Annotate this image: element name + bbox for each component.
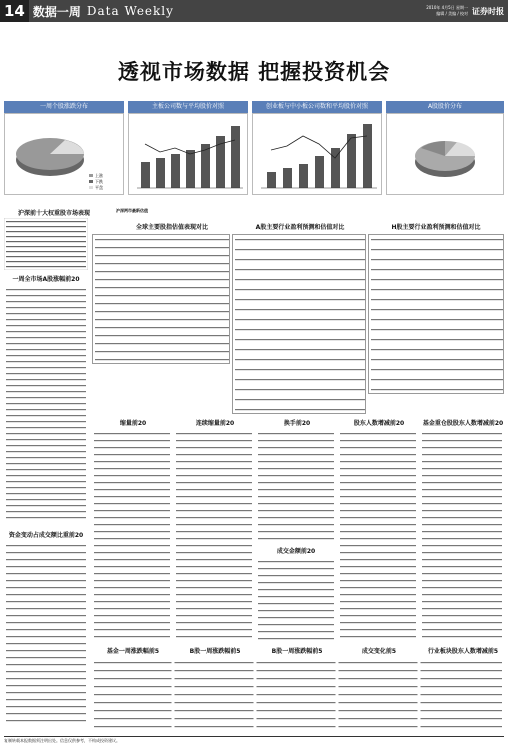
table-grid-lines (4, 218, 88, 270)
date-block (426, 5, 472, 17)
bar-gem-sme: 创业板与中小板公司数和平均股价对照 (252, 101, 382, 113)
heading-b-share-week-2: B股一周涨跌幅前5 (271, 648, 323, 655)
bar (347, 134, 356, 188)
heading-holders-change: 股东人数增减前20 (353, 420, 405, 427)
tables-bottom-row (92, 658, 504, 734)
table-text-lines (92, 430, 172, 642)
heading-shrink-top20: 缩量前20 (119, 420, 147, 427)
section-title-cn: 数据一周 (32, 4, 81, 19)
bar (267, 172, 276, 188)
table-text-lines (93, 235, 230, 364)
bar (363, 124, 372, 188)
heading-fund-week: 基金一周涨跌幅前5 (106, 648, 160, 655)
heading-capital-flow: 资金变动占成交额比重前20 (8, 532, 84, 539)
bar (186, 150, 195, 188)
heading-amount-top20: 成交金额前20 (276, 548, 316, 555)
table-text-lines (4, 286, 88, 526)
editor-line: 编辑 / 美编 / 校对 (436, 11, 468, 16)
section-title-en: Data Weekly (86, 4, 174, 18)
heading-top10-weights: 沪深前十大权重股市场表现 (17, 210, 90, 217)
table-text-lines (369, 235, 504, 394)
panel-pie-rise-fall (4, 113, 124, 195)
footer-rule (4, 736, 504, 737)
page-headline: 透视市场数据 把握投资机会 (117, 60, 391, 84)
table-text-lines (233, 235, 366, 414)
table-fund-holders (420, 430, 504, 642)
table-a-share-profit (232, 234, 366, 414)
table-turnover (256, 430, 336, 542)
table-text-lines (256, 558, 336, 642)
heading-top20-gainers: 一周全市场A股涨幅前20 (12, 276, 80, 283)
table-top10-weights (4, 218, 88, 270)
table-top20-gainers (4, 286, 88, 526)
bar-line-chart-gem (253, 114, 381, 194)
table-text-lines (92, 658, 504, 734)
table-amount (256, 558, 336, 642)
legend-swatch (89, 174, 93, 177)
panel-mainboard-chart (128, 113, 248, 195)
page-number: 14 (0, 0, 29, 22)
panel-price-dist (386, 113, 504, 195)
bar (299, 164, 308, 188)
bar-mainboard: 主板公司数与平均股价对照 (128, 101, 248, 113)
table-text-lines (420, 430, 504, 642)
bar-line-chart-mainboard (129, 114, 247, 194)
table-holders (338, 430, 418, 642)
heading-a-share-profit: A股主要行业盈利预测和估值对比 (255, 224, 345, 231)
heading-global-index: 全球主要股指估值表现对比 (135, 224, 208, 231)
table-h-share-profit (368, 234, 504, 394)
heading-fund-holders: 基金重仓股股东人数增减前20 (422, 420, 504, 427)
bar (315, 156, 324, 188)
footer-note: 复制转载本报数据须注明出处。信息仅供参考，不构成投资建议。 (4, 738, 120, 743)
heading-h-share-profit: H股主要行业盈利预测和估值对比 (391, 224, 481, 231)
bar (283, 168, 292, 188)
heading-consecutive-shrink: 连续缩量前20 (195, 420, 235, 427)
table-text-lines (174, 430, 254, 642)
legend-swatch (89, 180, 93, 183)
heading-volume-change: 成交变化前5 (361, 648, 397, 655)
table-shrink (92, 430, 172, 642)
legend-rise: 上涨 (95, 173, 103, 178)
heading-turnover-top20: 换手前20 (283, 420, 311, 427)
table-global-index (92, 234, 230, 364)
legend-flat: 平盘 (95, 185, 103, 190)
panel-gem-chart (252, 113, 382, 195)
table-text-lines (256, 430, 336, 542)
bar (171, 154, 180, 188)
paper-logo: 证券时报 (472, 6, 504, 16)
bar-rise-fall: 一周个股涨跌分布 (4, 101, 124, 113)
date-line: 2010年 4月5日 星期一 (426, 5, 468, 10)
table-text-lines (4, 542, 88, 732)
bar (141, 162, 150, 188)
legend-fall: 下跌 (95, 179, 103, 184)
heading-b-share-week: B股一周涨跌幅前5 (189, 648, 241, 655)
legend-swatch (89, 186, 93, 189)
heading-sector-holders: 行业板块股东人数增减前5 (427, 648, 499, 655)
bar (156, 158, 165, 188)
pie-chart-rise-fall (5, 114, 123, 194)
heading-valuation-label: 沪深两市最新估值 (116, 208, 148, 213)
pie-chart-price-dist (387, 114, 503, 194)
table-text-lines (338, 430, 418, 642)
table-consecutive (174, 430, 254, 642)
bar (231, 126, 240, 188)
masthead (0, 0, 508, 22)
table-capital-flow (4, 542, 88, 732)
bar-price-dist: A股股价分布 (386, 101, 504, 113)
